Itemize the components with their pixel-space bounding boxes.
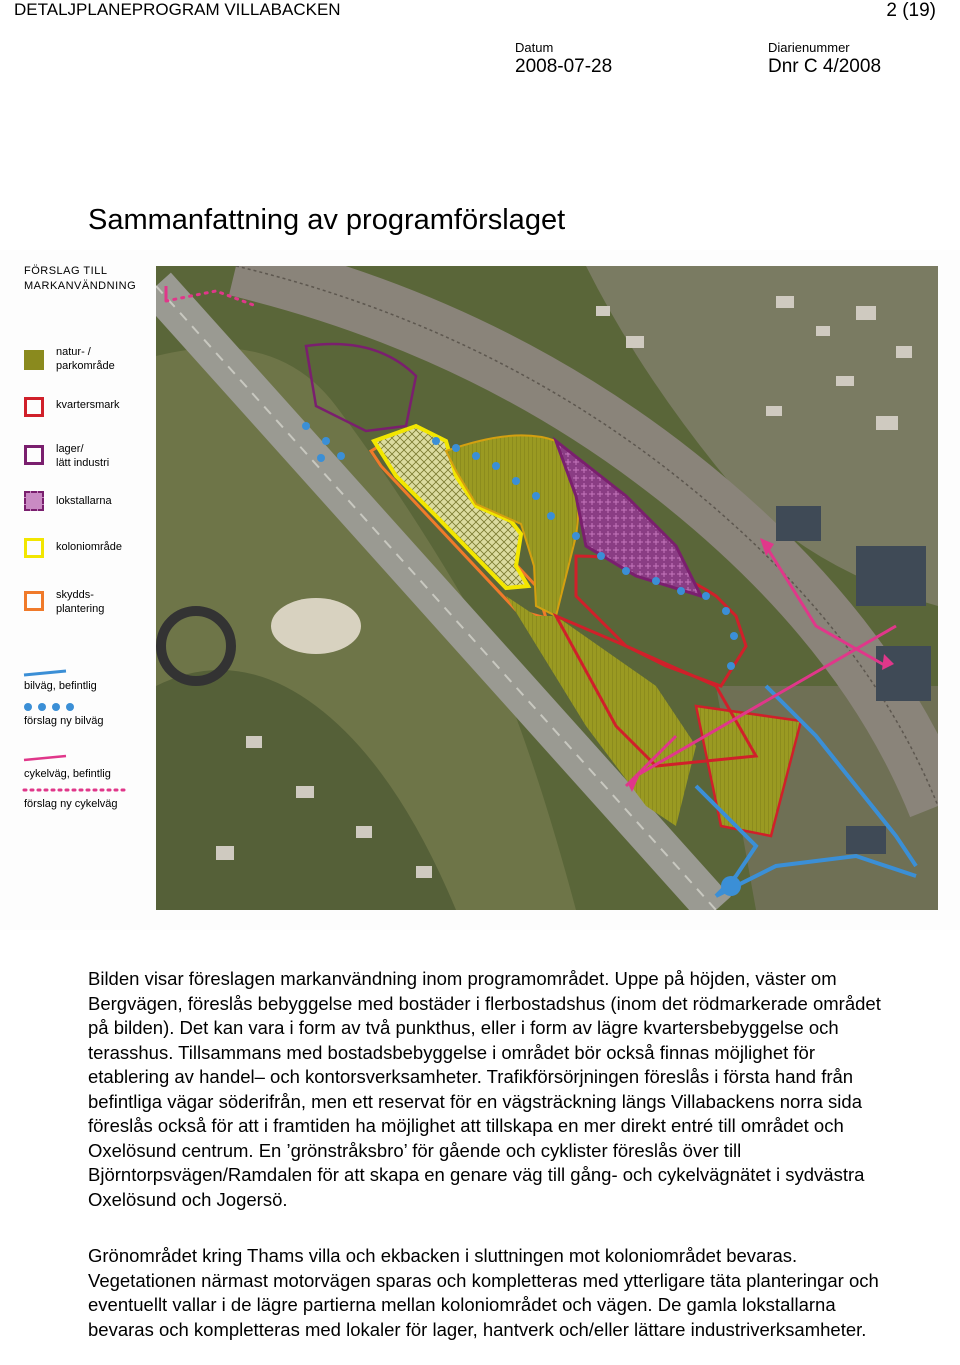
legend-label-industry: lager/ lätt industri <box>56 443 110 469</box>
legend-line-proposed-road <box>22 700 82 714</box>
legend-label-allotment: koloniområde <box>56 541 123 553</box>
legend-label-proposed-cycleway: förslag ny cykelväg <box>24 798 118 810</box>
legend-label-locomotive-sheds: lokstallarna <box>56 495 112 507</box>
legend-swatch-protective-planting <box>24 591 44 611</box>
legend-swatch-industry <box>24 445 44 465</box>
page-number: 2 (19) <box>886 0 936 21</box>
document-title: DETALJPLANEPROGRAM VILLABACKEN <box>14 0 341 19</box>
legend-label-nature: natur- / parkområde <box>56 346 115 372</box>
legend-label-proposed-road: förslag ny bilväg <box>24 715 104 727</box>
page-heading: Sammanfattning av programförslaget <box>88 204 566 236</box>
date-value: 2008-07-28 <box>515 56 613 77</box>
paragraph-1: Bilden visar föreslagen markanvändning inom programområdet. Uppe på höjden, väster om Bergvägen, föreslås bebyggelse med bostäder i flerbostadshus (inom det rödmarkerade området på bilden). Det kan vara i form av två punkthus, eller i form av lägre kvartersbebyggelse och terasshus. Tillsammans med bostadsbebyggelse i området bör också finnas möjlighet för etablering av handel– och kontorsverksamheter. Trafikförsörjningen föreslås i första hand från befintliga vägar söderifrån, men ett reservat för en vägsträckning längs Villabackens norra sida föreslås också för att i framtiden ha möjlighet att tillskapa en mer direkt entré till området och Oxelösund centrum. En ’grönstråksbro’ för gående och cyklister föreslås över till Björntorpsvägen/Ramdalen för att skapa en genare väg till gång- och cykelvägnätet i sydvästra Oxelösund och Jogersö. <box>88 968 881 1210</box>
legend-title: FÖRSLAG TILL MARKANVÄNDNING <box>24 265 137 292</box>
paragraph-2: Grönområdet kring Thams villa och ekbacken i sluttningen mot koloniområdet bevaras. Vegetationen närmast motorvägen sparas och kompletteras med ytterligare täta planteringar och eventuellt vallar i de lägre partierna mellan koloniområdet och vägen. De gamla lokstallarna bevaras och kompletteras med lokaler för lager, hantverk och/eller lättare industriverksamheter. <box>88 1245 879 1340</box>
legend-label-existing-cycleway: cykelväg, befintlig <box>24 768 111 780</box>
legend-swatch-block-land <box>24 397 44 417</box>
legend-swatch-nature <box>24 350 44 370</box>
aerial-map <box>156 266 938 910</box>
legend-label-protective-planting: skydds- plantering <box>56 589 105 615</box>
reference-value: Dnr C 4/2008 <box>768 56 882 77</box>
legend-label-existing-road: bilväg, befintlig <box>24 680 97 692</box>
reference-label: Diarienummer <box>768 40 850 55</box>
legend-swatch-locomotive-sheds <box>24 491 44 511</box>
legend-line-existing-cycleway <box>22 753 72 763</box>
legend-label-block-land: kvartersmark <box>56 399 120 411</box>
date-label: Datum <box>515 40 554 55</box>
legend-swatch-allotment <box>24 538 44 558</box>
legend-line-proposed-cycleway <box>22 785 132 795</box>
